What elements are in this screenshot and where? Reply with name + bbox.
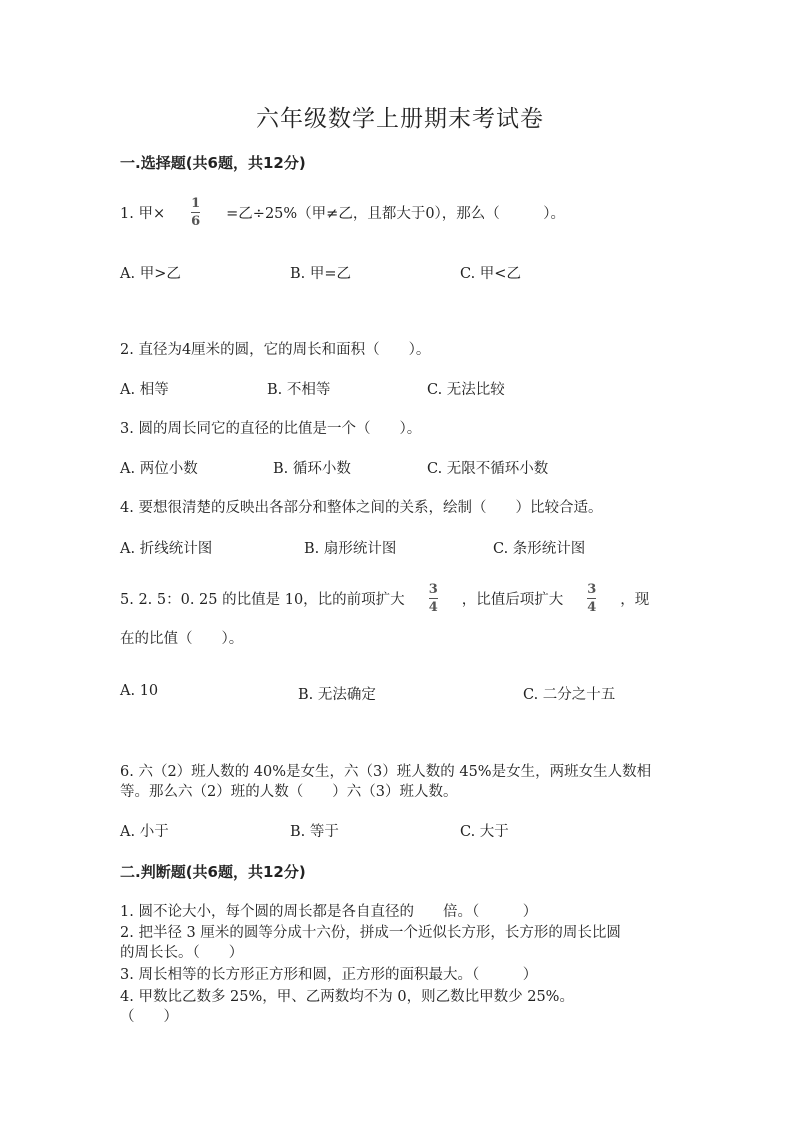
option-c: C. 二分之十五 xyxy=(523,687,616,703)
question-1-suffix: =乙÷25%（甲≠乙，且都大于0），那么（ ）。 xyxy=(226,206,566,222)
option-b: B. 循环小数 xyxy=(273,461,351,477)
option-c: C. 无限不循环小数 xyxy=(427,461,549,477)
question-5-line2: 在的比值（ ）。 xyxy=(120,631,244,647)
option-a: A. 两位小数 xyxy=(120,461,198,477)
section-heading-judgement: 二.判断题(共6题，共12分) xyxy=(120,863,306,881)
option-c: C. 甲<乙 xyxy=(460,266,521,282)
fraction xyxy=(587,582,596,615)
fraction-bar xyxy=(429,598,438,599)
question-4: 4. 要想很清楚的反映出各部分和整体之间的关系，绘制（ ）比较合适。 xyxy=(120,500,603,516)
fraction xyxy=(429,582,438,615)
section-heading-choice: 一.选择题(共6题，共12分) xyxy=(120,154,306,172)
option-a: A. 10 xyxy=(120,683,159,699)
tf-question-4-line2: （ ） xyxy=(120,1009,178,1025)
option-b: B. 甲=乙 xyxy=(290,266,352,282)
question-6-line2: 等。那么六（2）班的人数（ ）六（3）班人数。 xyxy=(120,784,458,800)
option-b: B. 扇形统计图 xyxy=(304,541,397,557)
fraction-denominator: 6 xyxy=(191,214,201,229)
fraction-denominator: 4 xyxy=(428,600,438,615)
question-5 xyxy=(120,582,649,615)
question-5-part3: ，现 xyxy=(620,592,650,608)
tf-question-2-line1: 2. 把半径 3 厘米的圆等分成十六份，拼成一个近似长方形，长方形的周长比圆 xyxy=(120,925,621,941)
option-a: A. 折线统计图 xyxy=(120,541,213,557)
option-a: A. 相等 xyxy=(120,382,169,398)
option-c: C. 无法比较 xyxy=(427,382,505,398)
option-c: C. 大于 xyxy=(460,824,509,840)
fraction-bar xyxy=(587,598,596,599)
page-title: 六年级数学上册期末考试卷 xyxy=(256,106,544,132)
fraction-numerator: 3 xyxy=(587,582,597,597)
tf-question-3: 3. 周长相等的长方形正方形和圆，正方形的面积最大。（ ） xyxy=(120,967,538,983)
option-b: B. 不相等 xyxy=(267,382,331,398)
tf-question-4-line1: 4. 甲数比乙数多 25%，甲、乙两数均不为 0，则乙数比甲数少 25%。 xyxy=(120,989,574,1005)
option-b: B. 无法确定 xyxy=(298,687,376,703)
question-3: 3. 圆的周长同它的直径的比值是一个（ ）。 xyxy=(120,421,422,437)
fraction-bar xyxy=(191,212,200,213)
question-6-line1: 6. 六（2）班人数的 40%是女生，六（3）班人数的 45%是女生，两班女生人数相 xyxy=(120,764,652,780)
tf-question-1: 1. 圆不论大小，每个圆的周长都是各自直径的 倍。（ ） xyxy=(120,904,538,920)
question-5-part2: ，比值后项扩大 xyxy=(461,592,564,608)
option-a: A. 甲>乙 xyxy=(120,266,181,282)
fraction-numerator: 1 xyxy=(191,196,201,211)
question-1 xyxy=(120,196,565,229)
fraction-numerator: 3 xyxy=(428,582,438,597)
question-1-prefix: 1. 甲× xyxy=(120,206,166,222)
option-c: C. 条形统计图 xyxy=(493,541,586,557)
option-b: B. 等于 xyxy=(290,824,339,840)
question-2: 2. 直径为4厘米的圆，它的周长和面积（ ）。 xyxy=(120,342,431,358)
fraction-denominator: 4 xyxy=(587,600,597,615)
question-5-part1: 5. 2. 5：0. 25 的比值是 10，比的前项扩大 xyxy=(120,592,405,608)
option-a: A. 小于 xyxy=(120,824,169,840)
tf-question-2-line2: 的周长长。（ ） xyxy=(120,945,244,961)
fraction xyxy=(191,196,200,229)
